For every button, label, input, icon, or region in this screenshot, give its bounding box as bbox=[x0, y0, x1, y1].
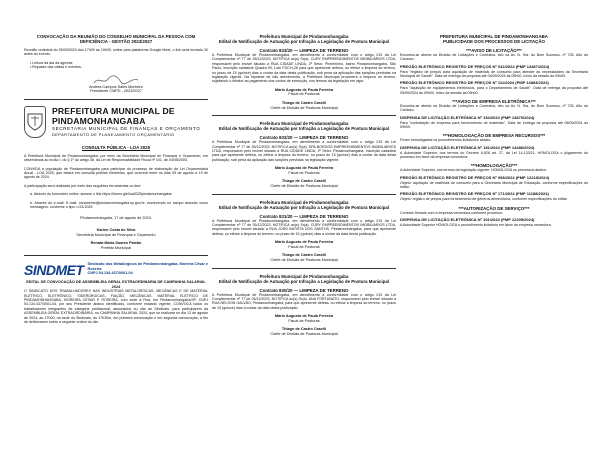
signer-name: Mário Augusto de Paula Ferreira bbox=[274, 314, 334, 319]
licitacao-body: Para "registro de preços para aquisição de materiais de consumo para atender as necessidades da Secretaria Municipal de Saúde". Data de entrega da proposta até 04/09/2024 às 09h00. Início da sessão às 09h00. bbox=[400, 69, 588, 79]
signer-name: Mário Augusto de Paula Ferreira bbox=[274, 240, 334, 245]
licitacao-heading: DISPENSA DE LICITAÇÃO ELETRÔNICA Nº 151/2024 (PMP 14486/2024) bbox=[400, 144, 535, 150]
section-body: A Autoridade Superior, nos termos da legislação vigente, HOMOLOGA os processos abaixo. bbox=[400, 168, 547, 173]
column-middle bbox=[212, 34, 396, 337]
council-notice-intro: Reunião ordinária do 05/09/2024 dos 17h00 às 19h00, online pela plataforma Google Meet, o link será enviado 30 antes do evento. bbox=[24, 48, 208, 57]
signer-role: Presidente CMPD - 2023/2027 bbox=[90, 89, 142, 94]
section-heading: ***AVISO DE EMPRESA ELETRÔNICA*** bbox=[452, 99, 536, 105]
signer-name: Renata Maria Soares Paixão bbox=[90, 241, 142, 246]
signer-name: Thiago de Castro Caselli bbox=[281, 327, 327, 332]
notice-contract: Contrato 832/20 — LIMPEZA DE TERRENO bbox=[259, 135, 349, 141]
notice-block bbox=[212, 121, 396, 188]
consulta-paragraph: A Prefeitura Municipal de Pindamonhangaba, por meio da Secretaria Municipal de Finanças e Orçamento, em observância ao inciso I, do § 1º do artigo 48, da Lei de Responsabilidade Fiscal nº 101, de 04/05/2000, bbox=[24, 153, 208, 163]
notice-contract: Contrato 830/20 — LIMPEZA DE TERRENO bbox=[259, 287, 349, 293]
divider bbox=[212, 268, 396, 269]
signer-role: Secretária Municipal de Finanças e Orçamento bbox=[76, 232, 156, 237]
signer-role: Chefe de Divisão de Posturas Municipal bbox=[270, 105, 338, 110]
licitacao-body: A Autoridade Superior, nos termos do Decreto 6.828 art. 27, da Lei 14.133/21, HOMOLOGA o julgamento do processo em favor da empresa vencedora. bbox=[400, 150, 588, 160]
agenda-item: • Repasse das visitas e eventos. bbox=[30, 65, 82, 70]
licitacao-heading: PREGÃO ELETRÔNICO REGISTRO DE PREÇOS Nº 171/2024 (PMP 11188/2024) bbox=[400, 191, 549, 197]
municipality-name: PREFEITURA MUNICIPAL DE PINDAMONHANGABA bbox=[51, 106, 175, 126]
column-right bbox=[400, 34, 588, 227]
signer-name: Karine Costa de Silva bbox=[96, 228, 136, 233]
department-name: DEPARTAMENTO DE PLANEJAMENTO ORÇAMENTÁRIO bbox=[51, 131, 175, 137]
consulta-date: Pindamonhangaba, 17 de agosto de 2024. bbox=[80, 216, 152, 221]
municipality-header bbox=[24, 106, 208, 138]
section-heading: ***AUTORIZAÇÃO DE SERVIÇO*** bbox=[458, 205, 530, 211]
licitacao-heading: PREGÃO ELETRÔNICO REGISTRO DE PREÇOS Nº 098/2024 (PMP 12218/2024) bbox=[400, 174, 550, 180]
column-left bbox=[24, 34, 208, 325]
licitacao-heading: PREGÃO ELETRÔNICO REGISTRO DE PREÇOS Nº 111/2024 (PMP 14883/2024) bbox=[400, 80, 549, 86]
licitacao-heading: DISPENSA DE LICITAÇÃO ELETRÔNICA Nº 101/2024 (PMP 12209/2024) bbox=[400, 217, 535, 223]
licitacao-body: Para "contratação de empresa para fornecimento de materiais". Data de entrega da proposta até 06/09/2024 às 09h00. bbox=[400, 120, 588, 130]
licitacao-body: A Autoridade Superior HOMOLOGA o procedimento licitatório em favor da empresa vencedora. bbox=[400, 222, 552, 227]
signer-name: Mário Augusto de Paula Ferreira bbox=[274, 87, 334, 92]
divider bbox=[212, 194, 396, 195]
union-cnpj: CNPJ 54.134.437/0001-04 bbox=[87, 271, 133, 276]
signer-role: Chefe de Divisão de Posturas Municipal bbox=[270, 332, 338, 337]
secretariat-name: SECRETARIA MUNICIPAL DE FINANÇAS E ORÇAMENTO bbox=[51, 126, 201, 132]
notice-block bbox=[212, 274, 396, 337]
licitacao-body: Objeto: registro de preços para fornecimento de gêneros alimentícios, conforme especificações do edital. bbox=[400, 197, 568, 202]
signer-name: Thiago de Castro Caselli bbox=[281, 179, 327, 184]
notice-block bbox=[212, 200, 396, 263]
coat-of-arms-icon bbox=[24, 106, 46, 138]
divider bbox=[212, 115, 396, 116]
union-header bbox=[24, 262, 208, 278]
notice-title: Edital de Notificação de Autuação por Infração a Legislação de Postura Municipal bbox=[218, 278, 390, 284]
signer-role: Fiscal de Posturas bbox=[288, 244, 320, 249]
union-name: Sindicato dos Metalúrgicos de Pindamonhangaba, Moreira César e Roseira bbox=[87, 262, 208, 271]
section-body: Encontra-se aberta na Divisão de Licitações e Contratos, sito na Av. N. Sra. do Bom Sucesso, nº 735, Alto do Cardoso. bbox=[400, 104, 588, 113]
consulta-tool: a. Através do formulário online: acesse o link https://forms.gle/loa2025pindamonhangaba bbox=[30, 192, 172, 197]
council-notice-title: CONVOCAÇÃO DA REUNIÃO DO CONSELHO MUNICIPAL DA PESSOA COM DEFICIÊNCIA - GESTÃO 2023/2027 bbox=[36, 34, 196, 44]
licitacao-heading: PREGÃO ELETRÔNICO REGISTRO DE PREÇOS Nº 032/2024 (PMP 13487/2024) bbox=[400, 63, 550, 69]
consulta-tool: b. Através do e-mail: E-mail: orcamento@pindamonhangaba.sp.gov.br, escrevendo no campo assunto como mensagem, conforme o tipo: LOA 2025 bbox=[30, 200, 208, 210]
consulta-paragraph: A participação será realizada por meio das seguintes ferramentas on-line: bbox=[24, 183, 142, 188]
consulta-paragraph: CONVIDA a população de Pindamonhangaba para participar do processo de elaboração da Lei Orçamentária Anual - LOA 2025, que estará em consulta pública eletrônica, que ocorrerá entre os dias 05 de agosto a 19 de agosto de 2024. bbox=[24, 166, 208, 180]
signer-role: Fiscal de Posturas bbox=[288, 170, 320, 175]
notice-contract: Contrato 831/20 — LIMPEZA DE TERRENO bbox=[259, 213, 349, 219]
notice-body: A Prefeitura Municipal de Pindamonhangaba, em atendimento a conformidade com o artigo 219 da Lei Complementar nº 77 de 26/12/2023, NOTIFICA ao(s) Sr(a). CURY EMPREENDIMENTOS IMOBILIÁRIOS LTDA, responsável pelo imóvel situado a RUA CIDADE LINDA, 2º Setor, Pinheirinho, bairro Pindamonhangaba, São Paulo, inscrição cadastral Quadra 09, Lote FGCH-28 para que apresente defesa, ou efetue a limpeza do terreno, no prazo de 15 (quinze) dias a contar da data desta publicação, sob pena da aplicação das sanções previstas na legislação vigente. Na hipótese de não atendimento, a Prefeitura Municipal procederá a limpeza do terreno, sujeitando o infrator ao pagamento dos custos de execução, nos termos da legislação em vigor. bbox=[212, 53, 396, 84]
notice-title: Edital de Notificação de Autuação por Infração a Legislação de Postura Municipal bbox=[218, 204, 390, 210]
signer-role: Prefeito Municipal bbox=[100, 245, 132, 250]
union-logo: SINDMET bbox=[24, 262, 84, 279]
notice-pm: Prefeitura Municipal de Pindamonhangaba bbox=[259, 273, 349, 279]
section-body: Ficam homologados os procedimentos licitatórios abaixo. bbox=[400, 138, 492, 143]
licitacao-body: Objeto: aquisição de materiais de consumo para a Secretaria Municipal de Educação, conforme especificações do edital. bbox=[400, 180, 588, 190]
section-heading: ***AVISO DE LICITAÇÃO*** bbox=[466, 48, 522, 53]
notice-body: A Prefeitura Municipal de Pindamonhangaba, em atendimento a conformidade com o artigo 219 da Lei Complementar nº 77 de 26/12/2023, NOTIFICA ao(s) Sr(a). CURY EMPREENDIMENTOS IMOBILIÁRIOS LTDA, responsável pelo imóvel situado a RUA JOÃO BATISTA DOS SANTOS, Pindamonhangaba, para que apresente defesa, ou efetue a limpeza do terreno, no prazo de 15 (quinze) dias a contar da data desta publicação. bbox=[212, 218, 396, 236]
municipality-name: PREFEITURA MUNICIPAL DE PINDAMONHANGABA bbox=[440, 34, 548, 39]
notice-contract: Contrato 833/20 — LIMPEZA DE TERRENO bbox=[259, 48, 349, 53]
notice-pm: Prefeitura Municipal de Pindamonhangaba bbox=[259, 199, 349, 205]
notice-title: Edital de Notificação de Autuação por Infração a Legislação de Postura Municipal bbox=[218, 39, 390, 44]
notice-title: Edital de Notificação de Autuação por Infração a Legislação de Postura Municipal bbox=[218, 126, 390, 132]
licitacao-subtitle: PUBLICIDADE DOS PROCESSOS DE LICITAÇÃO bbox=[443, 39, 545, 44]
signer-role: Fiscal de Posturas bbox=[288, 318, 320, 323]
signer-name: Mário Augusto de Paula Ferreira bbox=[274, 166, 334, 171]
signer-role: Fiscal de Posturas bbox=[288, 92, 320, 97]
signer-name: Thiago de Castro Caselli bbox=[281, 101, 327, 106]
section-heading: ***HOMOLOGAÇÃO*** bbox=[470, 163, 518, 169]
consulta-title: CONSULTA PÚBLICA - LOA 2025 bbox=[81, 144, 151, 150]
divider bbox=[24, 255, 208, 256]
signer-name: Thiago de Castro Caselli bbox=[281, 253, 327, 258]
licitacao-heading: DISPENSA DE LICITAÇÃO ELETRÔNICA Nº 154/2024 (PMP 14870/2024) bbox=[400, 114, 535, 120]
union-edital-title: EDITAL DE CONVOCAÇÃO DE ASSEMBLEIA GERAL EXTRAORDINÁRIA DE CAMPANHA SALARIAL 2024 bbox=[26, 280, 206, 289]
section-body: Encontra-se aberta na Divisão de Licitações e Contratos, sito na Av. N. Sra. do Bom Sucesso, nº 735, Alto do Cardoso. bbox=[400, 53, 588, 62]
notice-body: A Prefeitura Municipal de Pindamonhangaba, em atendimento a conformidade com o artigo 219 da Lei Complementar nº 77 de 26/12/2023, NOTIFICA ao(s) Sr(a). SPA-BORGOS EMPREENDIMENTOS IMOBILIÁRIOS LTDA, responsável pelo imóvel situado a RUA CIDADE LINDA, 2º Setor, Pindamonhangaba, inscrição cadastral para que apresente defesa, ou efetue a limpeza do terreno, no prazo de 15 (quinze) dias a contar da data desta publicação, sob pena da aplicação das sanções previstas na legislação vigente. bbox=[212, 140, 396, 162]
agenda-item: • Leitura da ata da agenda; bbox=[30, 60, 74, 65]
union-edital-body: O SINDICATO DOS TRABALHADORES NAS INDÚSTRIAS METALÚRGICAS, MECÂNICAS E DE MATERIAL ELÉTRICO, ELETRÔNICO, SIDERÚRGICAS, FIAÇÃO, MECÂNICAS, MATERIAL ELÉTRICO DE PINDAMONHANGABA, MOREIRA CÉSAR E ROSEIRA, com sede à Rua, em Pindamonhangaba/SP, CNPJ 54.134.437/0001-04, por seu Presidente abaixo identificado, conforme estatuto vigente, CONVOCA todos os trabalhadores integrantes da categoria profissional, associados ou não ao Sindicato, para participarem da ASSEMBLEIA GERAL EXTRAORDINÁRIA, no CAMPANHA SALARIAL 2024, que se realizará no dia 13 de agosto de 2024, às 17h00, na sede do Sindicato, às 17h30m, em primeira convocação e em segunda convocação, a fim de deliberarem sobre a seguinte ordem do dia. bbox=[24, 289, 208, 325]
signer-role: Chefe de Divisão de Posturas Municipal bbox=[270, 258, 338, 263]
section-body: Contrato firmado com a empresa vencedora conforme processo. bbox=[400, 210, 503, 215]
signer-name: Andrea Campos Sales Monteiro bbox=[89, 84, 143, 89]
divider bbox=[24, 99, 208, 100]
notice-pm: Prefeitura Municipal de Pindamonhangaba bbox=[259, 121, 349, 127]
section-heading: ***HOMOLOGAÇÃO DE EMPRESA RECURSOS*** bbox=[442, 133, 546, 139]
notice-block bbox=[212, 34, 396, 110]
signature-image bbox=[91, 73, 141, 85]
notice-pm: Prefeitura Municipal de Pindamonhangaba bbox=[259, 34, 349, 39]
signer-role: Chefe de Divisão de Posturas Municipal bbox=[270, 184, 338, 189]
licitacao-body: Para "aquisição de equipamentos eletrônicos, para o Departamento de Saúde". Data de entrega da proposta até 05/09/2024 às 09h00. Início da sessão às 09h00. bbox=[400, 86, 588, 95]
notice-body: A Prefeitura Municipal de Pindamonhangaba, em atendimento a conformidade com o artigo 219 da Lei Complementar nº 77 de 26/12/2023, NOTIFICA ao(s) Sr(a). ANA FORTUNATO, responsável pelo imóvel situado a RUA NELSON GALVÃO, Pindamonhangaba, para que apresente defesa, ou efetue a limpeza do terreno, no prazo de 15 (quinze) dias a contar da data desta publicação. bbox=[212, 292, 396, 310]
